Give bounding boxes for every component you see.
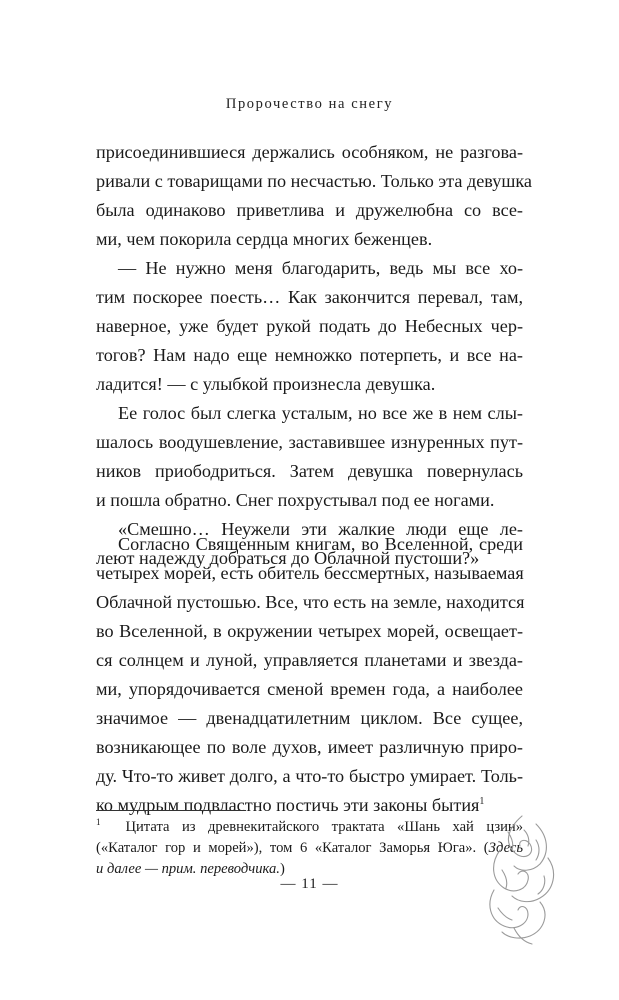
- text-line: ривали с товарищами по несчастью. Только эта девушка: [96, 171, 532, 191]
- text-line: возникающее по воле духов, имеет различную приро-: [96, 737, 523, 757]
- text-line: Ее голос был слегка усталым, но все же в нем слы-: [118, 403, 523, 423]
- text-line: была одинаково приветлива и дружелюбна со все-: [96, 200, 523, 220]
- text-line: четырех морей, есть обитель бессмертных, называемая: [96, 563, 524, 583]
- text-line: шалось воодушевление, заставившее изнуренных пут-: [96, 432, 523, 452]
- footnote-italic: и далее — прим. переводчика.: [96, 861, 280, 877]
- text-line: Облачной пустошью. Все, что есть на земле, находится: [96, 592, 525, 612]
- text-line: присоединившиеся держались особняком, не разгова-: [96, 142, 523, 162]
- text-line: ников приободриться. Затем девушка повернулась: [96, 461, 523, 481]
- body-text-block-2: [96, 530, 523, 820]
- page-number: — 11 —: [280, 876, 339, 892]
- text-line: ладится! — с улыбкой произнесла девушка.: [96, 374, 436, 394]
- text-line: ми, упорядочивается сменой времен года, а наиболее: [96, 679, 523, 699]
- text-line: значимое — двенадцатилетним циклом. Все сущее,: [96, 708, 523, 728]
- text-line-content: ко мудрым подвластно постичь эти законы бытия: [96, 795, 480, 815]
- footnote-mark: 1: [96, 817, 101, 828]
- text-line: «Смешно… Неужели эти жалкие люди еще ле-: [118, 519, 523, 539]
- text-line: леют надежду добраться до Облачной пустоши?»: [96, 548, 480, 568]
- text-line: ми, чем покорила сердца многих беженцев.: [96, 229, 433, 249]
- text-line: — Не нужно меня благодарить, ведь мы все хо-: [118, 258, 523, 278]
- text-line: ду. Что-то живет долго, а что-то быстро умирает. Толь-: [96, 766, 523, 786]
- footnote-text: («Каталог гор и морей»), том 6 «Каталог Заморья Юга». (: [96, 840, 489, 856]
- footnote-reference[interactable]: 1: [479, 795, 485, 807]
- footnote-line: [96, 817, 523, 838]
- text-line: тогов? Нам надо еще немножко потерпеть, и все на-: [96, 345, 523, 365]
- footnote: [96, 817, 523, 880]
- text-line: наверное, уже будет рукой подать до Небесных чер-: [96, 316, 523, 336]
- text-line: ся солнцем и луной, управляется планетами и звезда-: [96, 650, 523, 670]
- running-head: Пророчество на снегу: [225, 96, 394, 112]
- text-line: Согласно Священным книгам, во Вселенной, среди: [118, 534, 523, 554]
- text-line: тим поскорее поесть… Как закончится перевал, там,: [96, 287, 523, 307]
- flame-ornament-icon: [478, 810, 564, 950]
- footnote-divider: [96, 810, 246, 811]
- text-line: и пошла обратно. Снег похрустывал под ее ногами.: [96, 490, 495, 510]
- text-line-last: [96, 791, 523, 820]
- footnote-text: ): [279, 861, 285, 877]
- footnote-italic: Здесь: [488, 840, 523, 856]
- text-line: во Вселенной, в окружении четырех морей, освещает-: [96, 621, 523, 641]
- footnote-line: [96, 838, 523, 859]
- footnote-text: Цитата из древнекитайского трактата «Шань хай цзин»: [125, 819, 524, 835]
